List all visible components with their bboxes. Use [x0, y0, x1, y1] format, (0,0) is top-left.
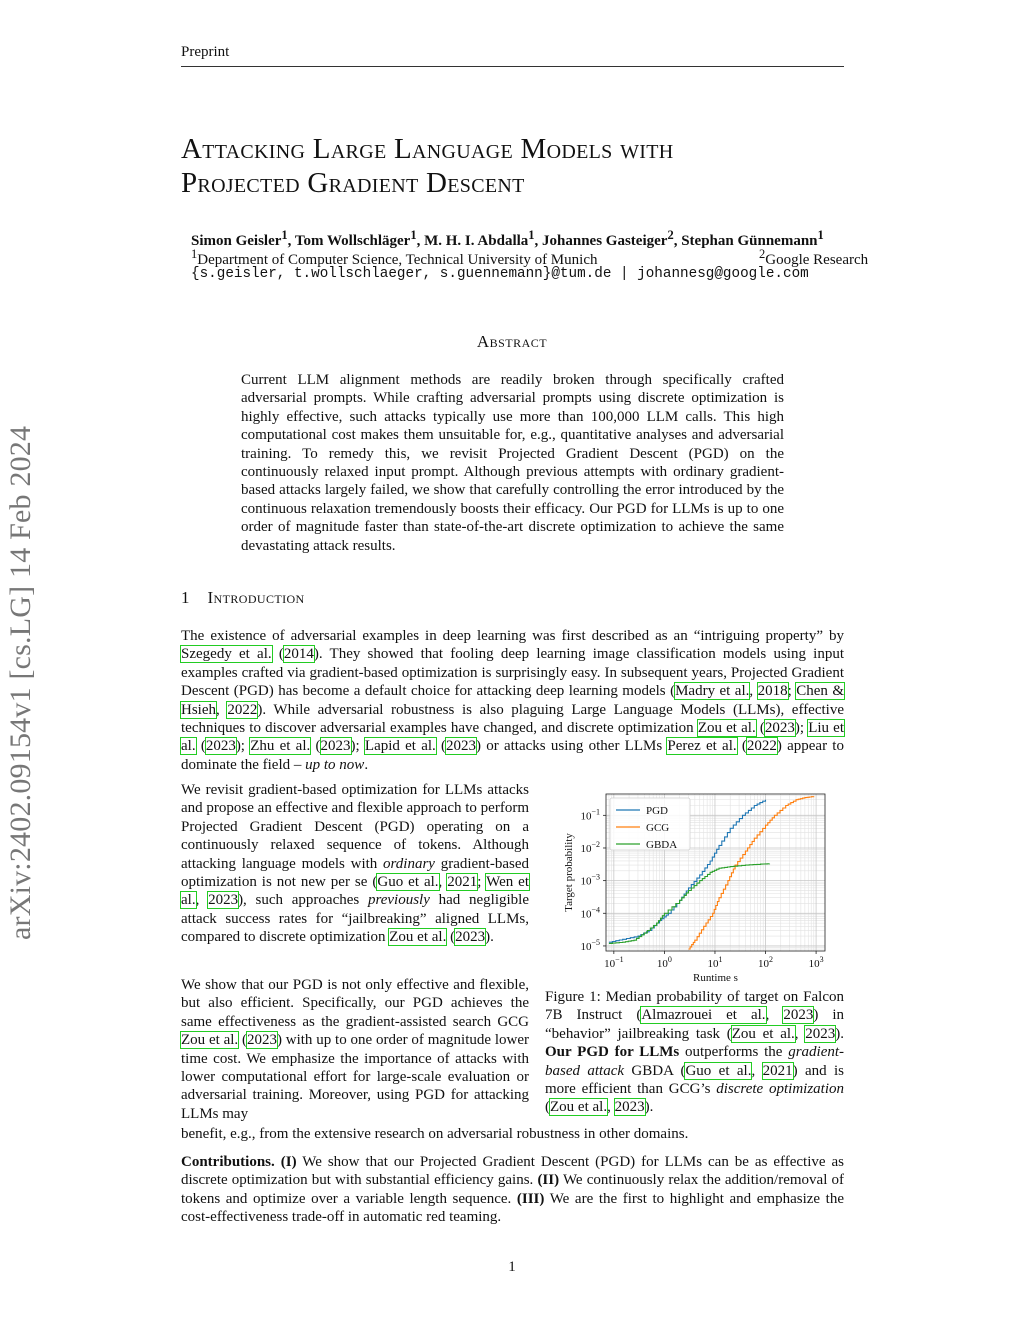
- author-name: Johannes Gasteiger: [542, 233, 668, 249]
- intro-paragraph-3-continued: benefit, e.g., from the extensive research on adversarial robustness in other domains.: [181, 1126, 689, 1142]
- citation-link[interactable]: Liu et al.: [181, 720, 845, 755]
- citation-link[interactable]: 2023: [805, 1025, 836, 1042]
- page-number: 1: [508, 1259, 516, 1275]
- citation-link[interactable]: Wen et al.: [181, 874, 530, 909]
- citation-link[interactable]: Almazrouei et al.: [641, 1007, 766, 1024]
- citation-link[interactable]: Madry et al.: [675, 683, 750, 700]
- citation-link[interactable]: Guo et al.: [685, 1062, 752, 1079]
- citation-link[interactable]: 2023: [205, 738, 236, 755]
- section-heading: [181, 588, 305, 608]
- author-sup: 1: [281, 228, 288, 242]
- author-sup: 1: [817, 228, 824, 242]
- legend-label: GBDA: [646, 839, 678, 851]
- citation-link[interactable]: 2023: [783, 1007, 814, 1024]
- y-tick-label: $10^{-1}$: [580, 807, 600, 823]
- citation-link[interactable]: 2023: [246, 1032, 277, 1049]
- citation-link[interactable]: 2023: [208, 892, 239, 909]
- section-title: Introduction: [207, 588, 305, 607]
- citation-link[interactable]: Guo et al.: [377, 874, 439, 891]
- intro-paragraph-2: We revisit gradient-based optimization for LLMs attacks and propose an effective and flexible approach to perform Projected Gradient Descent (PGD) operating on a continuously relaxed sequence of tokens. Although attacking language models with ordinary gradient-based optimization is not new per se (Guo et al., 2021; Wen et al., 2023), such approaches previously had negligible attack success rates for “jailbreaking” aligned LLMs, compared to discrete optimization Zou et al. (2023).: [181, 782, 530, 946]
- abstract-heading: Abstract: [476, 332, 548, 351]
- citation-link[interactable]: Zhu et al.: [250, 738, 311, 755]
- citation-link[interactable]: Zou et al.: [181, 1032, 239, 1049]
- author-sup: 1: [410, 228, 417, 242]
- paper-title: [181, 132, 674, 200]
- citation-link[interactable]: 2022: [746, 738, 777, 755]
- citation-link[interactable]: 2018: [757, 683, 788, 700]
- legend-label: PGD: [646, 805, 669, 817]
- citation-link[interactable]: Perez et al.: [667, 738, 737, 755]
- section-number: 1: [181, 588, 190, 607]
- citation-link[interactable]: Zou et al.: [550, 1099, 608, 1116]
- x-tick-label: $10^2$: [758, 955, 774, 970]
- affiliation-text: Department of Computer Science, Technical University of Munich: [197, 252, 598, 268]
- x-tick-label: $10^{-1}$: [604, 955, 624, 970]
- running-header: Preprint: [181, 44, 230, 60]
- y-tick-label: $10^{-4}$: [580, 905, 600, 921]
- intro-paragraph-3: We show that our PGD is not only effective and flexible, but also efficient. Specifically, our PGD achieves the same effectiveness as the gradient-assisted search GCG Zou et al. (2023) with up to one order of magnitude lower time cost. We emphasize the importance of attacks with lower computational effort for large-scale evaluation or adversarial training. Moreover, using PGD for attacking LLMs may: [181, 977, 529, 1122]
- citation-link[interactable]: 2023: [614, 1099, 645, 1116]
- legend-label: GCG: [646, 822, 670, 834]
- author-sup: 2: [667, 228, 674, 242]
- header-rule: [181, 66, 844, 67]
- y-tick-label: $10^{-3}$: [580, 872, 600, 888]
- author-name: Stephan Günnemann: [681, 233, 818, 249]
- citation-link[interactable]: Chen & Hsieh: [181, 683, 844, 718]
- citation-link[interactable]: 2014: [283, 646, 314, 663]
- citation-link[interactable]: Zou et al.: [389, 929, 447, 946]
- affiliation-sup: 2: [759, 247, 766, 261]
- figure-1-chart: [548, 788, 848, 983]
- x-tick-label: $10^3$: [808, 955, 824, 970]
- citation-link[interactable]: Zou et al.: [731, 1025, 795, 1042]
- x-tick-label: $10^1$: [707, 955, 723, 970]
- chart-y-axis-label: Target probability: [563, 833, 575, 912]
- citation-link[interactable]: 2021: [762, 1062, 793, 1079]
- citation-link[interactable]: 2023: [320, 738, 351, 755]
- intro-paragraph-1: The existence of adversarial examples in deep learning was first described as an “intriguing property” by Szegedy et al. (2014). They showed that fooling deep learning image classification models using input examples crafted via gradient-based optimization is surprisingly easy. In subsequent years, Projected Gradient Descent (PGD) has become a default choice for attacking deep learning models (Madry et al., 2018; Chen & Hsieh, 2022). While adversarial robustness is also plaguing Large Language Models (LLMs), effective techniques to discover adversarial examples have changed, and discrete optimization Zou et al. (2023); Liu et al. (2023); Zhu et al. (2023); Lapid et al. (2023) or attacks using other LLMs Perez et al. (2022) appear to dominate the field – up to now.: [181, 628, 845, 773]
- y-tick-label: $10^{-2}$: [580, 839, 600, 855]
- arxiv-identifier: arXiv:2402.09154v1 [cs.LG] 14 Feb 2024: [4, 425, 37, 940]
- abstract-text: Current LLM alignment methods are readily broken through specifically crafted adversarial prompts. While crafting adversarial prompts using discrete optimization is highly effective, such attacks typically use more than 100,000 LLM calls. This high computational cost makes them unsuitable for, e.g., quantitative analyses and adversarial training. To remedy this, we revisit Projected Gradient Descent (PGD) on the continuously relaxed input prompt. Although previous attempts with ordinary gradient-based attacks largely failed, we show that carefully controlling the error introduced by the continuous relaxation tremendously boosts their efficacy. Our PGD for LLMs is up to one order of magnitude faster than state-of-the-art discrete optimization to achieve the same devastating attack results.: [241, 372, 784, 554]
- author-list: Simon Geisler$^1$, Tom Wollschläger$^1$, M. H. I. Abdalla$^1$, Johannes Gasteiger$^2$, Stephan Günnemann$^1$: [191, 228, 824, 249]
- affiliation-text: Google Research: [765, 252, 869, 268]
- citation-link[interactable]: Szegedy et al.: [181, 646, 272, 663]
- citation-link[interactable]: Zou et al.: [697, 720, 756, 737]
- figure-1-caption: Figure 1: Median probability of target on Falcon 7B Instruct (Almazrouei et al., 2023) in “behavior” jailbreaking task (Zou et al., 2023). Our PGD for LLMs outperforms the gradient-based attack GBDA (Guo et al., 2021) and is more efficient than GCG’s discrete optimization (Zou et al., 2023).: [545, 989, 845, 1116]
- citation-link[interactable]: 2021: [447, 874, 478, 891]
- author-emails: {s.geisler, t.wollschlaeger, s.guennemann}@tum.de | johannesg@google.com: [191, 266, 809, 282]
- author-name: M. H. I. Abdalla: [424, 233, 529, 249]
- contributions-paragraph: Contributions. (I) We show that our Projected Gradient Descent (PGD) for LLMs can be as effective as discrete optimization but with substantial efficiency gains. (II) We continuously relax the addition/removal of tokens and optimize over a variable length sequence. (III) We are the first to highlight and emphasize the cost-effectiveness trade-off in automatic red teaming.: [181, 1154, 845, 1226]
- citation-link[interactable]: 2022: [227, 701, 258, 718]
- citation-link[interactable]: 2023: [446, 738, 477, 755]
- title-line-1: Attacking Large Language Models with: [181, 133, 674, 165]
- citation-link[interactable]: 2023: [764, 720, 795, 737]
- affiliation-sup: 1: [191, 247, 198, 261]
- citation-link[interactable]: 2023: [455, 929, 486, 946]
- citation-link[interactable]: Lapid et al.: [364, 738, 436, 755]
- chart-svg: [548, 788, 848, 983]
- x-tick-label: $10^0$: [656, 955, 672, 970]
- author-sup: 1: [528, 228, 535, 242]
- chart-legend: [610, 798, 690, 851]
- author-name: Simon Geisler: [191, 233, 282, 249]
- chart-x-axis-label: Runtime s: [693, 972, 738, 984]
- title-line-2: Projected Gradient Descent: [181, 167, 525, 199]
- author-name: Tom Wollschläger: [294, 233, 411, 249]
- y-tick-label: $10^{-5}$: [580, 937, 600, 953]
